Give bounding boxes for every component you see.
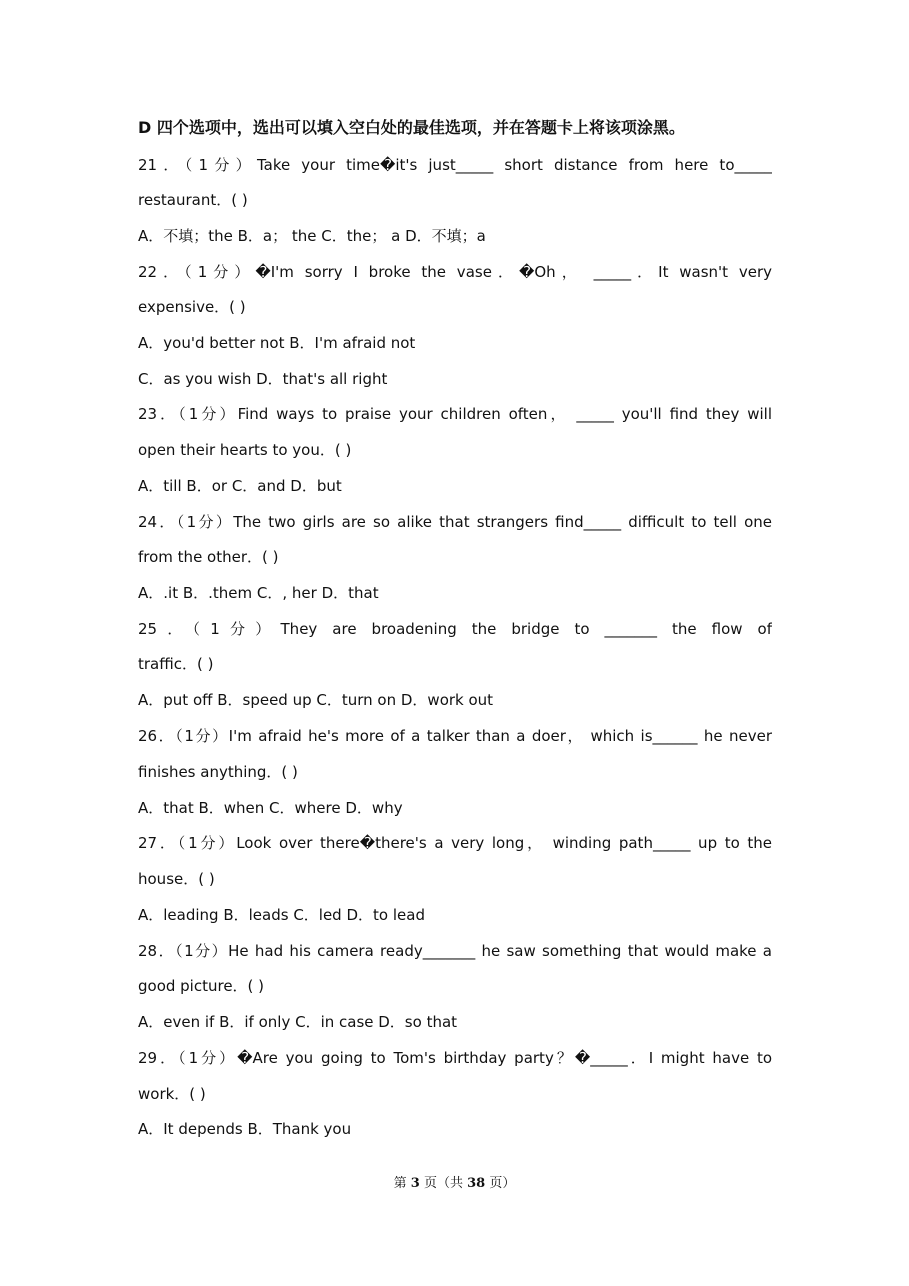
question-22-line-1: 22．（1分）�I'm sorry I broke the vase．�Oh， _____．It wasn't very [138, 263, 772, 281]
question-29-line-2: work．( ) [138, 1085, 206, 1103]
question-24-line-2: from the other．( ) [138, 548, 279, 566]
question-23-options: A．till B．or C．and D．but [138, 477, 342, 495]
footer-middle: 页（共 [419, 1176, 468, 1191]
question-23-line-2: open their hearts to you．( ) [138, 441, 352, 459]
question-22-options-2: C．as you wish D．that's all right [138, 370, 388, 388]
question-26-options: A．that B．when C．where D．why [138, 799, 403, 817]
question-25-line-1: 25．（1分）They are broadening the bridge to _______ the flow of [138, 620, 772, 638]
question-21-options: A．不填；the B．a； the C．the； a D．不填；a [138, 227, 486, 245]
footer-prefix: 第 [393, 1176, 411, 1191]
question-28-line-2: good picture．( ) [138, 977, 265, 995]
question-27-line-2: house．( ) [138, 870, 215, 888]
page-footer [0, 1175, 909, 1193]
section-instruction: D 四个选项中，选出可以填入空白处的最佳选项，并在答题卡上将该项涂黑。 [138, 118, 685, 137]
question-28-options: A．even if B．if only C．in case D．so that [138, 1013, 458, 1031]
footer-page-number: 3 [410, 1176, 420, 1191]
question-27-line-1: 27．（1分）Look over there�there's a very long， winding path_____ up to the [138, 834, 772, 852]
question-26-line-2: finishes anything．( ) [138, 763, 298, 781]
question-21-line-2: restaurant．( ) [138, 191, 248, 209]
question-23-line-1: 23．（1分）Find ways to praise your children often， _____ you'll find they will [138, 405, 772, 423]
question-25-line-2: traffic．( ) [138, 655, 214, 673]
question-21-line-1: 21．（1分）Take your time�it's just_____ short distance from here to_____ [138, 156, 772, 174]
question-24-options: A．.it B．.them C．, her D．that [138, 584, 379, 602]
question-29-options: A．It depends B．Thank you [138, 1120, 352, 1138]
footer-suffix: 页） [485, 1176, 516, 1191]
question-22-options-1: A．you'd better not B．I'm afraid not [138, 334, 416, 352]
question-22-line-2: expensive．( ) [138, 298, 246, 316]
question-26-line-1: 26．（1分）I'm afraid he's more of a talker than a doer， which is______ he never [138, 727, 772, 745]
question-25-options: A．put off B．speed up C．turn on D．work out [138, 691, 494, 709]
question-27-options: A．leading B．leads C．led D．to lead [138, 906, 425, 924]
question-24-line-1: 24．（1分）The two girls are so alike that strangers find_____ difficult to tell one [138, 513, 772, 531]
question-29-line-1: 29．（1分）�Are you going to Tom's birthday party？�_____．I might have to [138, 1049, 772, 1067]
footer-total-pages: 38 [467, 1176, 486, 1191]
question-28-line-1: 28．（1分）He had his camera ready_______ he saw something that would make a [138, 942, 772, 960]
